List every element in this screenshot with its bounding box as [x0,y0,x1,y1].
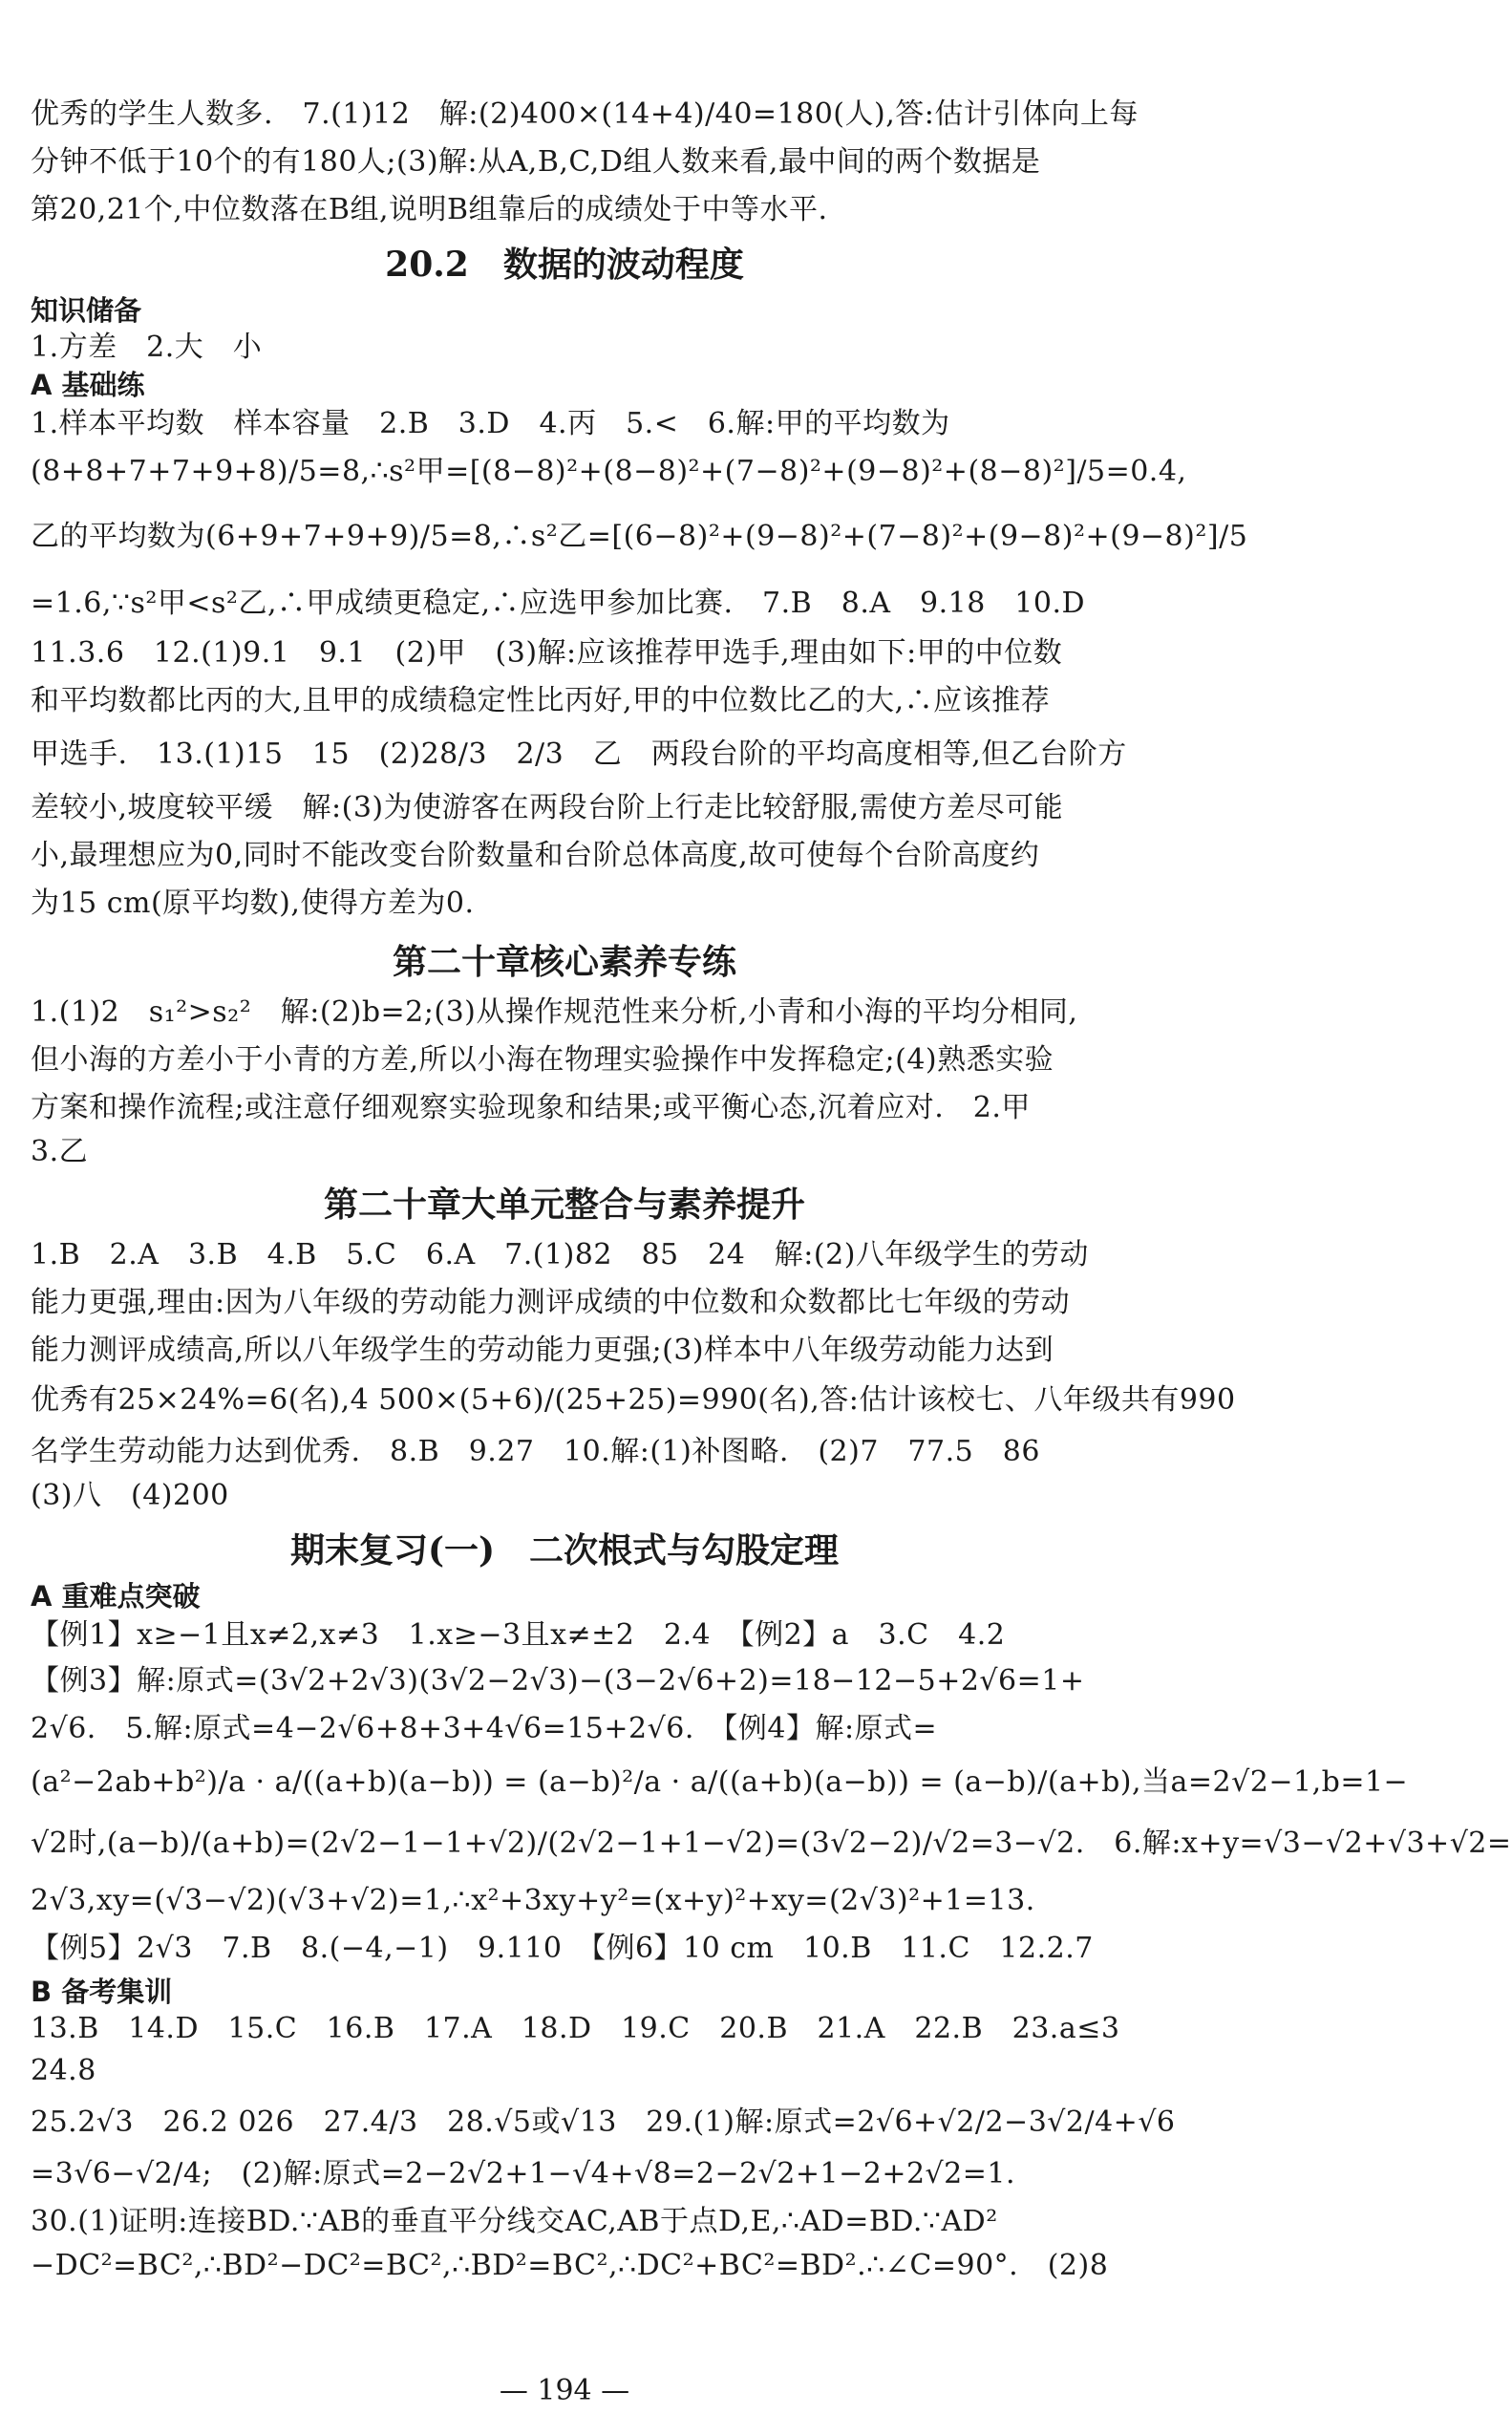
answer-line: 1.样本平均数 样本容量 2.B 3.D 4.丙 5.< 6.解:甲的平均数为 [31,407,950,440]
answer-line: 乙的平均数为(6+9+7+9+9)/5=8,∴s²乙=[(6−8)²+(9−8)²+(7−8)²+(9−8)²+(9−8)²]/5 [31,520,1248,553]
answer-line: 1.(1)2 s₁²>s₂² 解:(2)b=2;(3)从操作规范性来分析,小青和小海的平均分相同, [31,995,1078,1029]
answer-line: 3.乙 [31,1135,89,1168]
answer-line: 名学生劳动能力达到优秀. 8.B 9.27 10.解:(1)补图略. (2)7 77.5 86 [31,1435,1040,1468]
answer-line: 甲选手. 13.(1)15 15 (2)28/3 2/3 乙 两段台阶的平均高度相等,但乙台阶方 [31,737,1127,771]
answer-line: 方案和操作流程;或注意仔细观察实验现象和结果;或平衡心态,沉着应对. 2.甲 [31,1091,1031,1124]
answer-line: 30.(1)证明:连接BD.∵AB的垂直平分线交AC,AB于点D,E,∴AD=BD.∵AD² [31,2205,998,2238]
answer-line: (8+8+7+7+9+8)/5=8,∴s²甲=[(8−8)²+(8−8)²+(7−8)²+(9−8)²+(8−8)²]/5=0.4, [31,455,1187,488]
answer-line: √2时,(a−b)/(a+b)=(2√2−1−1+√2)/(2√2−1+1−√2)=(3√2−2)/√2=3−√2. 6.解:x+y=√3−√2+√3+√2= [31,1827,1512,1860]
paragraph-line: 第20,21个,中位数落在B组,说明B组靠后的成绩处于中等水平. [31,193,828,226]
answer-line: 【例3】解:原式=(3√2+2√3)(3√2−2√3)−(3−2√6+2)=18−12−5+2√6=1+ [31,1664,1085,1698]
answer-line: 1.方差 2.大 小 [31,331,263,364]
answer-line: 差较小,坡度较平缓 解:(3)为使游客在两段台阶上行走比较舒服,需使方差尽可能 [31,791,1064,824]
answer-line: 13.B 14.D 15.C 16.B 17.A 18.D 19.C 20.B 21.A 22.B 23.a≤3 [31,2012,1120,2045]
answer-line: −DC²=BC²,∴BD²−DC²=BC²,∴BD²=BC²,∴DC²+BC²=BD².∴∠C=90°. (2)8 [31,2249,1109,2282]
answer-line: (3)八 (4)200 [31,1479,229,1512]
answer-line: 为15 cm(原平均数),使得方差为0. [31,887,475,920]
answer-line: (a²−2ab+b²)/a · a/((a+b)(a−b)) = (a−b)²/a · a/((a+b)(a−b)) = (a−b)/(a+b),当a=2√2−1,b=1− [31,1765,1409,1799]
subsection-heading: 知识储备 [31,294,142,327]
answer-line: 能力测评成绩高,所以八年级学生的劳动能力更强;(3)样本中八年级劳动能力达到 [31,1334,1054,1367]
answer-line: =3√6−√2/4; (2)解:原式=2−2√2+1−√4+√8=2−2√2+1−2+2√2=1. [31,2157,1016,2190]
answer-line: 1.B 2.A 3.B 4.B 5.C 6.A 7.(1)82 85 24 解:(2)八年级学生的劳动 [31,1238,1089,1271]
answer-line: 和平均数都比丙的大,且甲的成绩稳定性比丙好,甲的中位数比乙的大,∴应该推荐 [31,684,1051,717]
figure-30-diagram [277,1949,564,2149]
subsection-heading: A 重难点突破 [31,1580,201,1613]
page-number: — 194 — [499,2374,630,2407]
section-title: 第二十章核心素养专练 [392,942,736,982]
section-title: 第二十章大单元整合与素养提升 [323,1185,805,1225]
paragraph-line: 优秀的学生人数多. 7.(1)12 解:(2)400×(14+4)/40=180(人),答:估计引体向上每 [31,97,1139,131]
answer-line: 24.8 [31,2054,96,2087]
answer-line: 能力更强,理由:因为八年级的劳动能力测评成绩的中位数和众数都比七年级的劳动 [31,1286,1071,1319]
section-title: 期末复习(一) 二次根式与勾股定理 [289,1530,840,1571]
answer-line: 11.3.6 12.(1)9.1 9.1 (2)甲 (3)解:应该推荐甲选手,理由如下:甲的中位数 [31,636,1063,670]
answer-line: 但小海的方差小于小青的方差,所以小海在物理实验操作中发挥稳定;(4)熟悉实验 [31,1043,1054,1077]
answer-line: 【例5】2√3 7.B 8.(−4,−1) 9.110 【例6】10 cm 10.B 11.C 12.2.7 [31,1932,1094,1965]
answer-line: 【例1】x≥−1且x≠2,x≠3 1.x≥−3且x≠±2 2.4 【例2】a 3.C 4.2 [31,1618,1006,1652]
subsection-heading: A 基础练 [31,369,145,401]
subsection-heading: B 备考集训 [31,1976,173,2008]
answer-line: =1.6,∵s²甲<s²乙,∴甲成绩更稳定,∴应选甲参加比赛. 7.B 8.A 9.18 10.D [31,587,1086,620]
answer-line: 小,最理想应为0,同时不能改变台阶数量和台阶总体高度,故可使每个台阶高度约 [31,839,1040,872]
answer-line: 优秀有25×24%=6(名),4 500×(5+6)/(25+25)=990(名),答:估计该校七、八年级共有990 [31,1383,1236,1417]
answer-line: 2√3,xy=(√3−√2)(√3+√2)=1,∴x²+3xy+y²=(x+y)²+xy=(2√3)²+1=13. [31,1884,1035,1917]
answer-line: 25.2√3 26.2 026 27.4/3 28.√5或√13 29.(1)解:原式=2√6+√2/2−3√2/4+√6 [31,2105,1176,2139]
section-title: 20.2 数据的波动程度 [385,245,744,285]
paragraph-line: 分钟不低于10个的有180人;(3)解:从A,B,C,D组人数来看,最中间的两个数据是 [31,145,1041,179]
answer-line: 2√6. 5.解:原式=4−2√6+8+3+4√6=15+2√6. 【例4】解:原式= [31,1712,938,1745]
